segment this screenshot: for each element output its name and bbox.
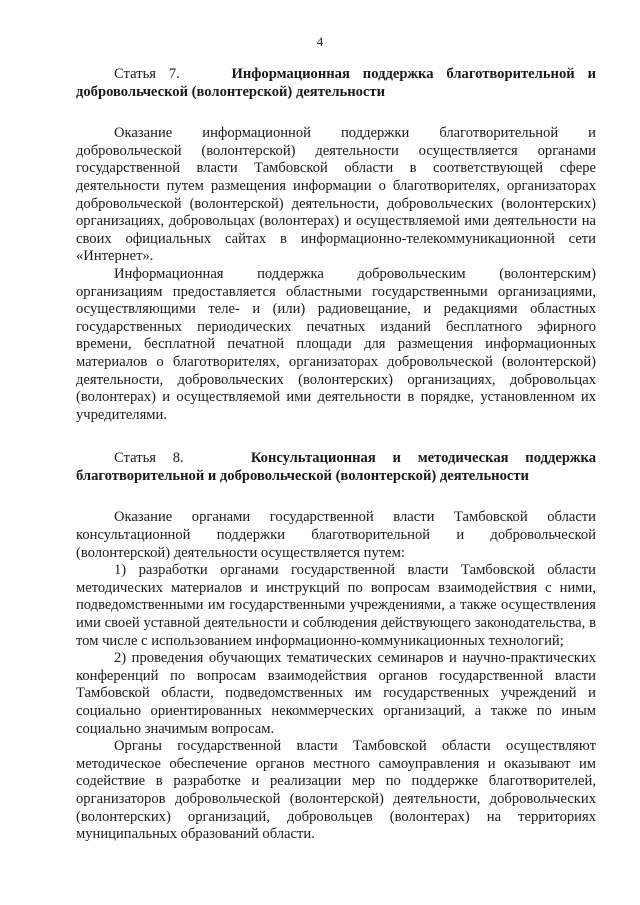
- article-7-heading: [76, 66, 596, 101]
- article-8-list-item: 1) разработки органами государственной власти Тамбовской области методических материалов и инструкций по вопросам взаимодействия с ними, подведомственными им государственными учреждениями, а также осуществления ими своей уставной деятельности и соблюдения действующего законодательства, в том числе с использованием информационно-коммуникационных технологий;: [76, 562, 596, 649]
- article-7-paragraph: Оказание информационной поддержки благотворительной и добровольческой (волонтерской) деятельности осуществляется органами государственной власти Тамбовской области в соответствующей сфере деятельности путем размещения информации о благотворителях, организаторах добровольческой (волонтерской) деятельности, добровольческих (волонтерских) организациях, добровольцах (волонтерах) и осуществляемой ими деятельности на своих официальных сайтах в информационно-телекоммуникационной сети «Интернет».: [76, 125, 596, 265]
- article-8-paragraph: Оказание органами государственной власти Тамбовской области консультационной поддержки благотворительной и добровольческой (волонтерской) деятельности осуществляется путем:: [76, 509, 596, 561]
- article-8-title: Консультационная и методическая поддержка благотворительной и добровольческой (волонтерской) деятельности: [76, 450, 597, 484]
- article-8-heading: [76, 450, 596, 485]
- article-8-list-item: 2) проведения обучающих тематических семинаров и научно-практических конференций по вопросам взаимодействия органов государственной власти Тамбовской области, подведомственных им государственных учреждений и социально ориентированных некоммерческих организаций, а также по иным социально значимым вопросам.: [76, 650, 596, 737]
- article-8-paragraph: Органы государственной власти Тамбовской области осуществляют методическое обеспечение органов местного самоуправления и оказывают им содействие в разработке и реализации мер по поддержке благотворителей, организаторов добровольческой (волонтерской) деятельности, добровольческих (волонтерских) организаций, добровольцев (волонтерах) на территориях муниципальных образований области.: [76, 738, 596, 843]
- document-body: [76, 66, 596, 844]
- article-7-label: Статья 7.: [114, 66, 219, 82]
- article-7-paragraph: Информационная поддержка добровольческим (волонтерским) организациям предоставляется областными государственными организациями, осуществляющими теле- и (или) радиовещание, и редакциями областных государственных периодических печатных изданий бесплатного эфирного времени, бесплатной печатной площади для размещения информационных материалов о благотворителях, организаторах добровольческой (волонтерской) деятельности, добровольческих (волонтерских) организациях, добровольцах (волонтерах) и осуществляемой ими деятельности в порядке, установленном их учредителями.: [76, 265, 596, 423]
- article-8-label: Статья 8.: [114, 450, 235, 467]
- page-number: 4: [316, 34, 324, 49]
- article-7-title: Информационная поддержка благотворительной и добровольческой (волонтерской) деятельности: [76, 66, 596, 100]
